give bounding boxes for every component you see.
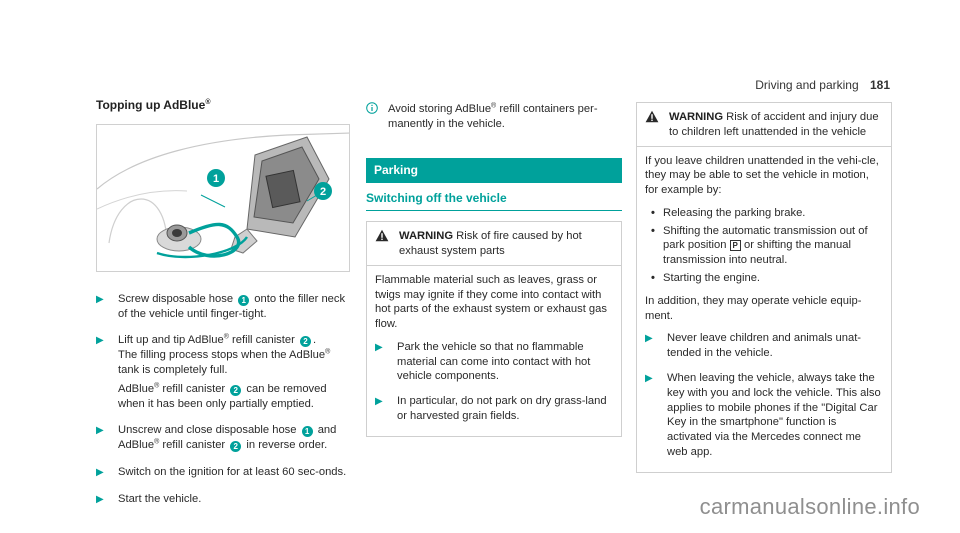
section-parking: Parking [366, 158, 622, 184]
page-number: 181 [869, 78, 890, 92]
step-start: ▶ Start the vehicle. [96, 492, 202, 505]
warning-title: Risk of accident and injury due to children left unattended in the vehicle [669, 111, 879, 138]
info-note: Avoid storing AdBlue® refill containers per-manently in the vehicle. [366, 102, 622, 132]
ref-1-badge: 1 [238, 295, 249, 306]
warning-fire-box [366, 221, 622, 437]
step-arrow-icon: ▶ [96, 335, 104, 347]
step-arrow-icon: ▶ [96, 493, 104, 505]
step-lift-tip: ▶ Lift up and tip AdBlue® refill canister 2 . The filling process stops when the AdBlue® tank is completely full. AdBlue® refill canister 2 can be removed when it has been only partially emptied. [96, 333, 331, 410]
list-item: • Shifting the automatic transmission out of park position P or shifting the manual transmission into neutral. [651, 224, 868, 267]
warning-body: Flammable material such as leaves, grass or twigs may ignite if they come into contact with hot parts of the exhaust system or exhaust gas flow. [375, 273, 607, 331]
step-arrow-icon: ▶ [96, 293, 104, 305]
warning-triangle-icon [645, 110, 663, 140]
step-unscrew: ▶ Unscrew and close disposable hose 1 and AdBlue® refill canister 2 in reverse order. [96, 424, 337, 452]
column-right [636, 102, 892, 473]
warning-title: Risk of fire caused by hot exhaust system parts [399, 230, 582, 257]
column-middle [366, 102, 622, 437]
callout-1-label: 1 [212, 172, 220, 185]
step-arrow-icon: ▶ [96, 466, 104, 478]
step-arrow-icon: ▶ [645, 333, 653, 345]
risk-list [651, 206, 883, 286]
warning-triangle-icon [375, 229, 393, 259]
step-arrow-icon: ▶ [375, 396, 383, 408]
topping-up-heading: Topping up AdBlue® [96, 98, 211, 112]
car-filler-neck-drawing [97, 125, 350, 272]
watermark: carmanualsonline.info [699, 493, 920, 519]
warning-label: WARNING [669, 111, 724, 123]
list-item: • Starting the engine. [651, 272, 761, 285]
warning-step: ▶ Never leave children and animals unat-tended in the vehicle. [645, 332, 862, 360]
park-position-symbol: P [730, 240, 741, 251]
column-left [96, 98, 350, 518]
ref-2-badge: 2 [300, 336, 311, 347]
warning-label: WARNING [399, 230, 454, 243]
warning-children-box [636, 102, 892, 473]
chapter-title: Driving and parking [755, 78, 859, 92]
step-screw-hose: ▶ Screw disposable hose 1 onto the filler neck of the vehicle until finger-tight. [96, 292, 346, 320]
adblue-refill-illustration [96, 124, 350, 272]
warning-step: ▶ Park the vehicle so that no flammable material can come into contact with hot vehicle components. [375, 340, 591, 383]
page-header [755, 78, 890, 94]
callout-2-label: 2 [319, 185, 327, 198]
ref-2-badge: 2 [230, 385, 241, 396]
step-ignition: ▶ Switch on the ignition for at least 60 sec-onds. [96, 465, 347, 478]
subsection-switching-off: Switching off the vehicle [366, 191, 622, 211]
info-icon [366, 102, 380, 132]
step-arrow-icon: ▶ [645, 372, 653, 384]
step-arrow-icon: ▶ [96, 425, 104, 437]
warning-step: ▶ In particular, do not park on dry grass-land or harvested grain fields. [375, 395, 607, 423]
step-arrow-icon: ▶ [375, 341, 383, 353]
ref-2-badge: 2 [230, 441, 241, 452]
ref-1-badge: 1 [302, 426, 313, 437]
warning-step: ▶ When leaving the vehicle, always take the key with you and lock the vehicle. This also applies to mobile phones if the "Digital Car Key in the smartphone" function is activated via the Mercedes connect me web app. [645, 371, 881, 458]
warning-intro: If you leave children unattended in the vehi-cle, they may be able to set the vehicle in motion, for example by: [645, 154, 879, 197]
warning-after: In addition, they may operate vehicle equip-ment. [645, 294, 862, 322]
list-item: • Releasing the parking brake. [651, 206, 806, 219]
